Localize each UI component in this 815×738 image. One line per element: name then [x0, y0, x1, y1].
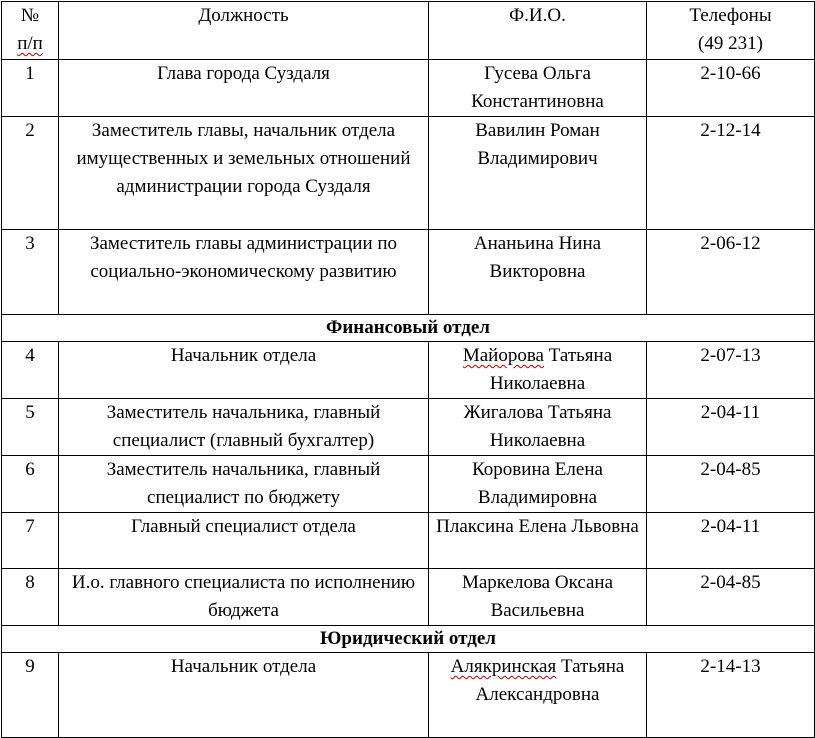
row-phone: 2-07-13: [647, 342, 815, 399]
header-phones-code: (49 231): [698, 33, 763, 54]
row-position: Главный специалист отдела: [59, 513, 429, 569]
row-phone: 2-12-14: [647, 117, 815, 230]
header-row: [2, 2, 815, 60]
staff-directory-table: [1, 1, 815, 738]
row-number: 8: [2, 569, 59, 626]
header-num-symbol: №: [20, 5, 40, 26]
row-phone: 2-06-12: [647, 230, 815, 315]
table-row: [2, 60, 815, 117]
section-row-finance: [2, 315, 815, 342]
table-row: [2, 569, 815, 626]
row-position: Начальник отдела: [59, 342, 429, 399]
table-row: [2, 230, 815, 315]
row-phone: 2-10-66: [647, 60, 815, 117]
row-number: 7: [2, 513, 59, 569]
row-position: Заместитель главы, начальник отдела имущественных и земельных отношений администрации города Суздаля: [59, 117, 429, 230]
header-fio: Ф.И.О.: [429, 2, 647, 60]
table-row: [2, 117, 815, 230]
row-name: Плаксина Елена Львовна: [429, 513, 647, 569]
row-number: 1: [2, 60, 59, 117]
row-phone: 2-04-85: [647, 456, 815, 513]
row-name: Ананьина Нина Викторовна: [429, 230, 647, 315]
row-number: 4: [2, 342, 59, 399]
table-row: [2, 342, 815, 399]
row-name-surname: Алякринская: [450, 656, 557, 677]
header-num: [2, 2, 59, 60]
row-name: [429, 653, 647, 738]
row-name: Маркелова Оксана Васильевна: [429, 569, 647, 626]
row-number: 5: [2, 399, 59, 456]
row-position: Заместитель начальника, главный специалист по бюджету: [59, 456, 429, 513]
header-phones-label: Телефоны: [689, 5, 772, 26]
table-row: [2, 513, 815, 569]
row-name-given: Татьяна Александровна: [475, 656, 625, 705]
row-name: Коровина Елена Владимировна: [429, 456, 647, 513]
row-name: [429, 342, 647, 399]
section-row-legal: [2, 626, 815, 653]
row-position: Начальник отдела: [59, 653, 429, 738]
row-name: Вавилин Роман Владимирович: [429, 117, 647, 230]
row-number: 3: [2, 230, 59, 315]
row-position: Глава города Суздаля: [59, 60, 429, 117]
row-number: 9: [2, 653, 59, 738]
row-position: И.о. главного специалиста по исполнению бюджета: [59, 569, 429, 626]
row-name-given: Татьяна Николаевна: [489, 345, 613, 394]
row-number: 2: [2, 117, 59, 230]
row-name: Жигалова Татьяна Николаевна: [429, 399, 647, 456]
row-phone: 2-04-11: [647, 513, 815, 569]
table-row: [2, 399, 815, 456]
row-name: Гусева Ольга Константиновна: [429, 60, 647, 117]
section-title-legal: Юридический отдел: [2, 626, 815, 653]
row-name-surname: Майорова: [462, 345, 544, 366]
row-phone: 2-14-13: [647, 653, 815, 738]
row-position: Заместитель начальника, главный специалист (главный бухгалтер): [59, 399, 429, 456]
row-phone: 2-04-85: [647, 569, 815, 626]
row-position: Заместитель главы администрации по социально-экономическому развитию: [59, 230, 429, 315]
table-row: [2, 456, 815, 513]
table-row: [2, 653, 815, 738]
row-number: 6: [2, 456, 59, 513]
header-position: Должность: [59, 2, 429, 60]
header-num-abbr: п/п: [17, 33, 43, 54]
header-phones: [647, 2, 815, 60]
row-phone: 2-04-11: [647, 399, 815, 456]
section-title-finance: Финансовый отдел: [2, 315, 815, 342]
